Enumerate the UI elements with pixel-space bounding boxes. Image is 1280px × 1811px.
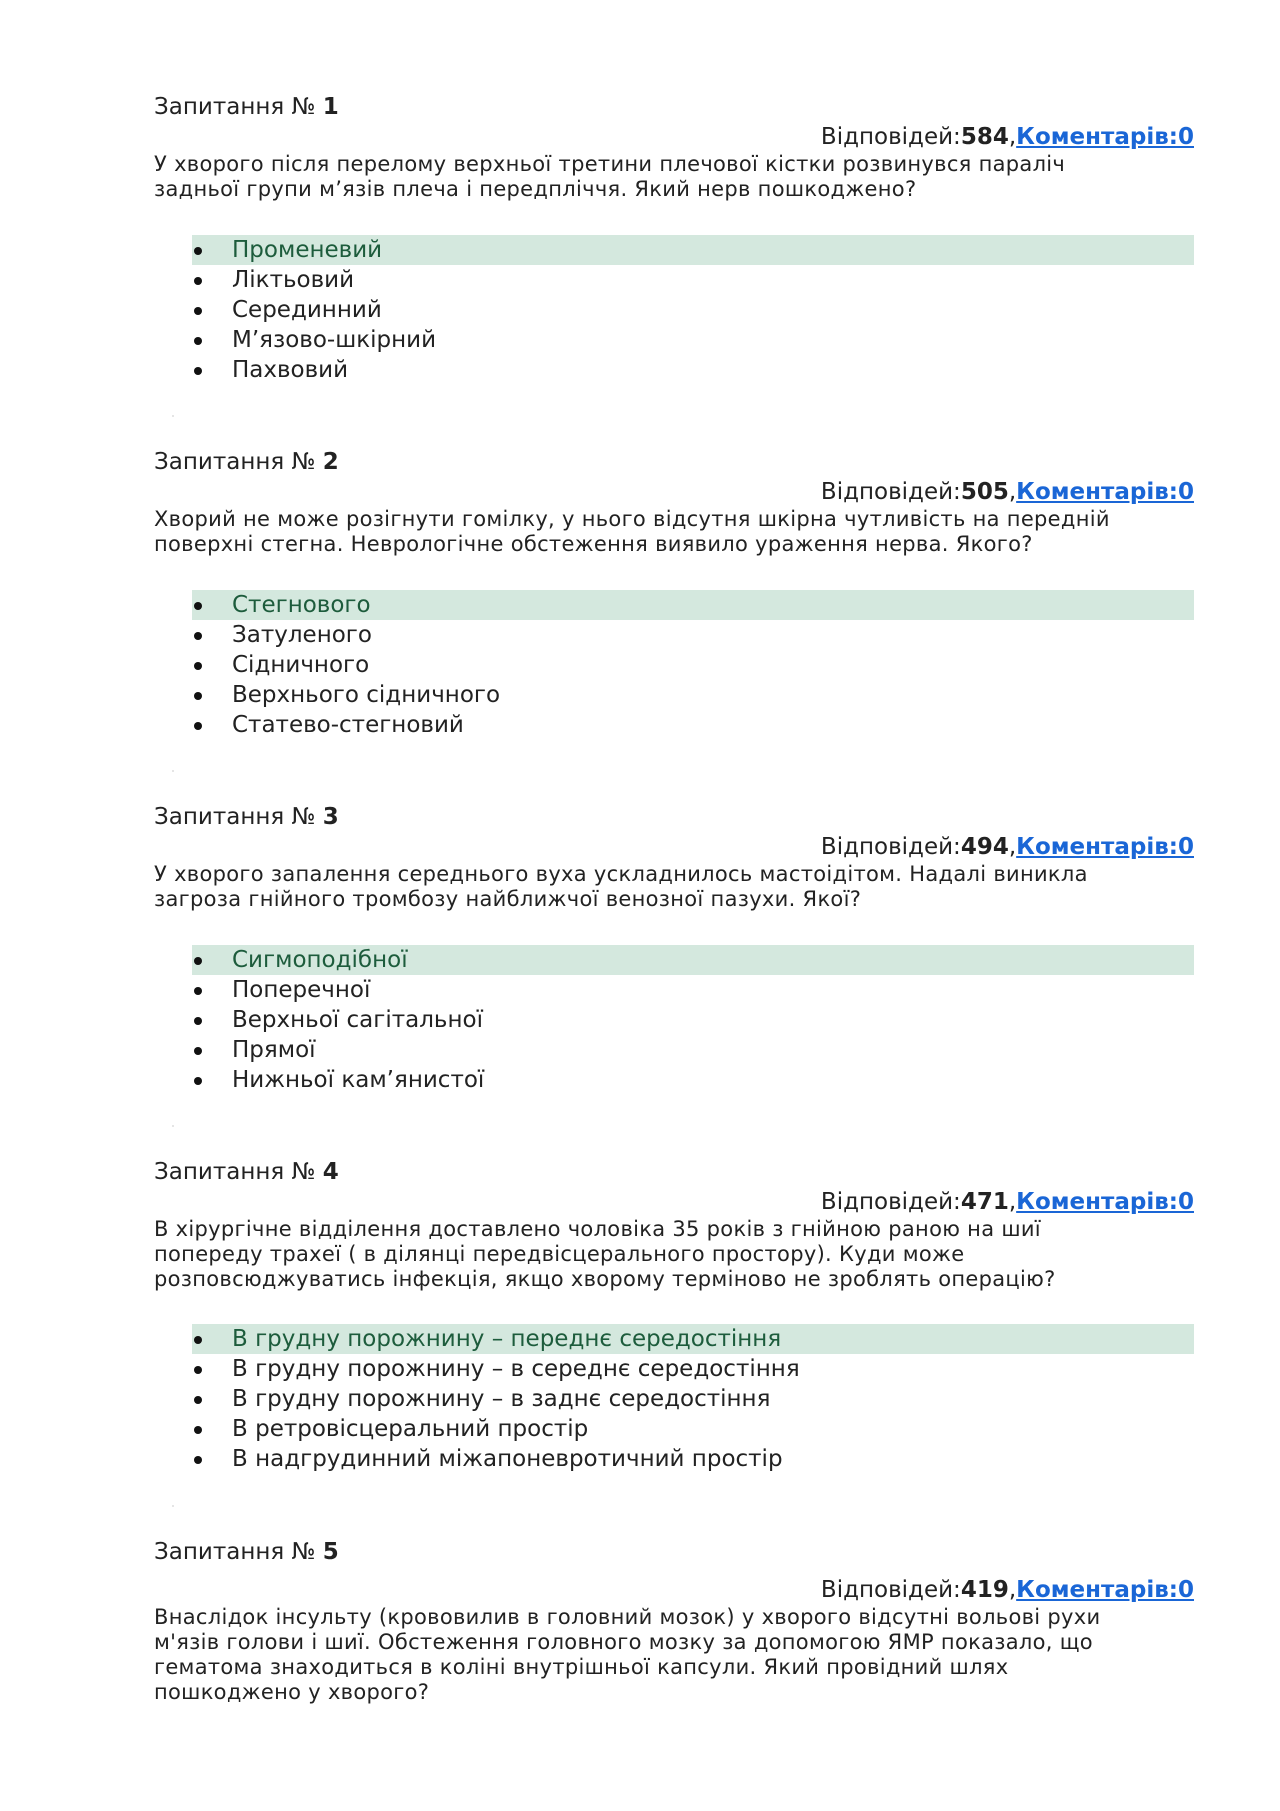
meta-separator: , [1008, 834, 1017, 860]
question-number: 4 [322, 1159, 339, 1185]
answer-option[interactable]: Поперечної [192, 975, 1194, 1005]
answer-option-correct[interactable]: В грудну порожнину – переднє середостіння [192, 1324, 1194, 1354]
question-heading [154, 1537, 1194, 1567]
question-text [154, 152, 1194, 202]
answer-list [192, 945, 1194, 1095]
question-text-line: загроза гнійного тромбозу найближчої венозної пазухи. Якої? [154, 887, 862, 911]
answer-list [192, 590, 1194, 740]
answers-label: Відповідей: [820, 479, 961, 505]
answer-option-correct[interactable]: Стегнового [192, 590, 1194, 620]
question-text-line: поверхні стегна. Неврологічне обстеження виявило ураження нерва. Якого? [154, 532, 1033, 556]
answers-count: 505 [960, 479, 1009, 505]
question-meta [154, 1187, 1194, 1217]
answer-option[interactable]: Пахвовий [192, 355, 1194, 385]
question-heading [154, 802, 1194, 832]
answer-option[interactable]: В грудну порожнину – в заднє середостіння [192, 1384, 1194, 1414]
answer-option[interactable]: Прямої [192, 1035, 1194, 1065]
question-meta [154, 477, 1194, 507]
spacer-dot [172, 770, 174, 772]
answer-option[interactable]: В надгрудинний міжапоневротичний простір [192, 1444, 1194, 1474]
question-text-line: У хворого після перелому верхньої третини плечової кістки розвинувся параліч [154, 152, 1066, 176]
comments-link[interactable]: Коментарів:0 [1016, 834, 1194, 860]
meta-separator: , [1008, 1189, 1017, 1215]
answer-option[interactable]: М’язово-шкірний [192, 325, 1194, 355]
question-heading [154, 1157, 1194, 1187]
question-5 [154, 1537, 1194, 1737]
answer-option[interactable]: Ліктьовий [192, 265, 1194, 295]
answers-label: Відповідей: [820, 834, 961, 860]
question-text-line: Внаслідок інсульту (крововилив в головний мозок) у хворого відсутні вольові рухи [154, 1605, 1101, 1629]
question-text [154, 507, 1194, 557]
question-text-line: У хворого запалення середнього вуха ускладнилось мастоідітом. Надалі виникла [154, 862, 1088, 886]
question-number: 3 [322, 804, 339, 830]
answer-option-correct[interactable]: Променевий [192, 235, 1194, 265]
question-number: 1 [322, 94, 339, 120]
answers-label: Відповідей: [820, 124, 961, 150]
question-meta [154, 832, 1194, 862]
question-text [154, 862, 1194, 912]
comments-link[interactable]: Коментарів:0 [1016, 1189, 1194, 1215]
question-text-line: розповсюджуватись інфекція, якщо хворому терміново не зроблять операцію? [154, 1267, 1056, 1291]
question-text [154, 1605, 1194, 1705]
question-page [154, 92, 1194, 1737]
meta-separator: , [1008, 124, 1017, 150]
answer-option[interactable]: В грудну порожнину – в середнє середостіння [192, 1354, 1194, 1384]
question-4 [154, 1157, 1194, 1537]
question-text-line: гематома знаходиться в коліні внутрішньої капсули. Який провідний шлях [154, 1655, 1009, 1679]
answer-option[interactable]: Затуленого [192, 620, 1194, 650]
meta-separator: , [1008, 479, 1017, 505]
answer-option[interactable]: В ретровісцеральний простір [192, 1414, 1194, 1444]
question-heading-label: Запитання № [154, 1539, 323, 1565]
question-heading-label: Запитання № [154, 449, 323, 475]
question-text-line: м'язів голови і шиї. Обстеження головного мозку за допомогою ЯМР показало, що [154, 1630, 1093, 1654]
answer-option[interactable]: Нижньої кам’янистої [192, 1065, 1194, 1095]
comments-link[interactable]: Коментарів:0 [1016, 124, 1194, 150]
question-heading [154, 447, 1194, 477]
answers-count: 584 [960, 124, 1009, 150]
answer-option[interactable]: Серединний [192, 295, 1194, 325]
question-3 [154, 802, 1194, 1157]
comments-link[interactable]: Коментарів:0 [1016, 479, 1194, 505]
answers-label: Відповідей: [820, 1577, 961, 1603]
answer-option[interactable]: Сідничного [192, 650, 1194, 680]
question-text-line: Хворий не може розігнути гомілку, у нього відсутня шкірна чутливість на передній [154, 507, 1110, 531]
spacer-dot [172, 1505, 174, 1507]
answer-option[interactable]: Статево-стегновий [192, 710, 1194, 740]
answer-option[interactable]: Верхньої сагітальної [192, 1005, 1194, 1035]
answer-option-correct[interactable]: Сигмоподібної [192, 945, 1194, 975]
spacer-dot [172, 1125, 174, 1127]
answers-count: 494 [960, 834, 1009, 860]
question-text [154, 1217, 1194, 1292]
answers-count: 471 [960, 1189, 1009, 1215]
question-number: 2 [322, 449, 339, 475]
question-heading-label: Запитання № [154, 804, 323, 830]
question-meta [154, 1575, 1194, 1605]
spacer-dot [172, 415, 174, 417]
answer-list [192, 235, 1194, 385]
question-text-line: В хірургічне відділення доставлено чоловіка 35 років з гнійною раною на шиї [154, 1217, 1041, 1241]
comments-link[interactable]: Коментарів:0 [1016, 1577, 1194, 1603]
question-text-line: задньої групи м’язів плеча і передпліччя. Який нерв пошкоджено? [154, 177, 917, 201]
question-number: 5 [322, 1539, 339, 1565]
question-heading-label: Запитання № [154, 1159, 323, 1185]
answers-label: Відповідей: [820, 1189, 961, 1215]
question-heading [154, 92, 1194, 122]
question-meta [154, 122, 1194, 152]
question-2 [154, 447, 1194, 802]
question-text-line: пошкоджено у хворого? [154, 1680, 430, 1704]
question-text-line: попереду трахеї ( в ділянці передвісцерального простору). Куди може [154, 1242, 965, 1266]
question-heading-label: Запитання № [154, 94, 323, 120]
answer-option[interactable]: Верхнього сідничного [192, 680, 1194, 710]
meta-separator: , [1008, 1577, 1017, 1603]
answer-list [192, 1324, 1194, 1474]
answers-count: 419 [960, 1577, 1009, 1603]
question-1 [154, 92, 1194, 447]
